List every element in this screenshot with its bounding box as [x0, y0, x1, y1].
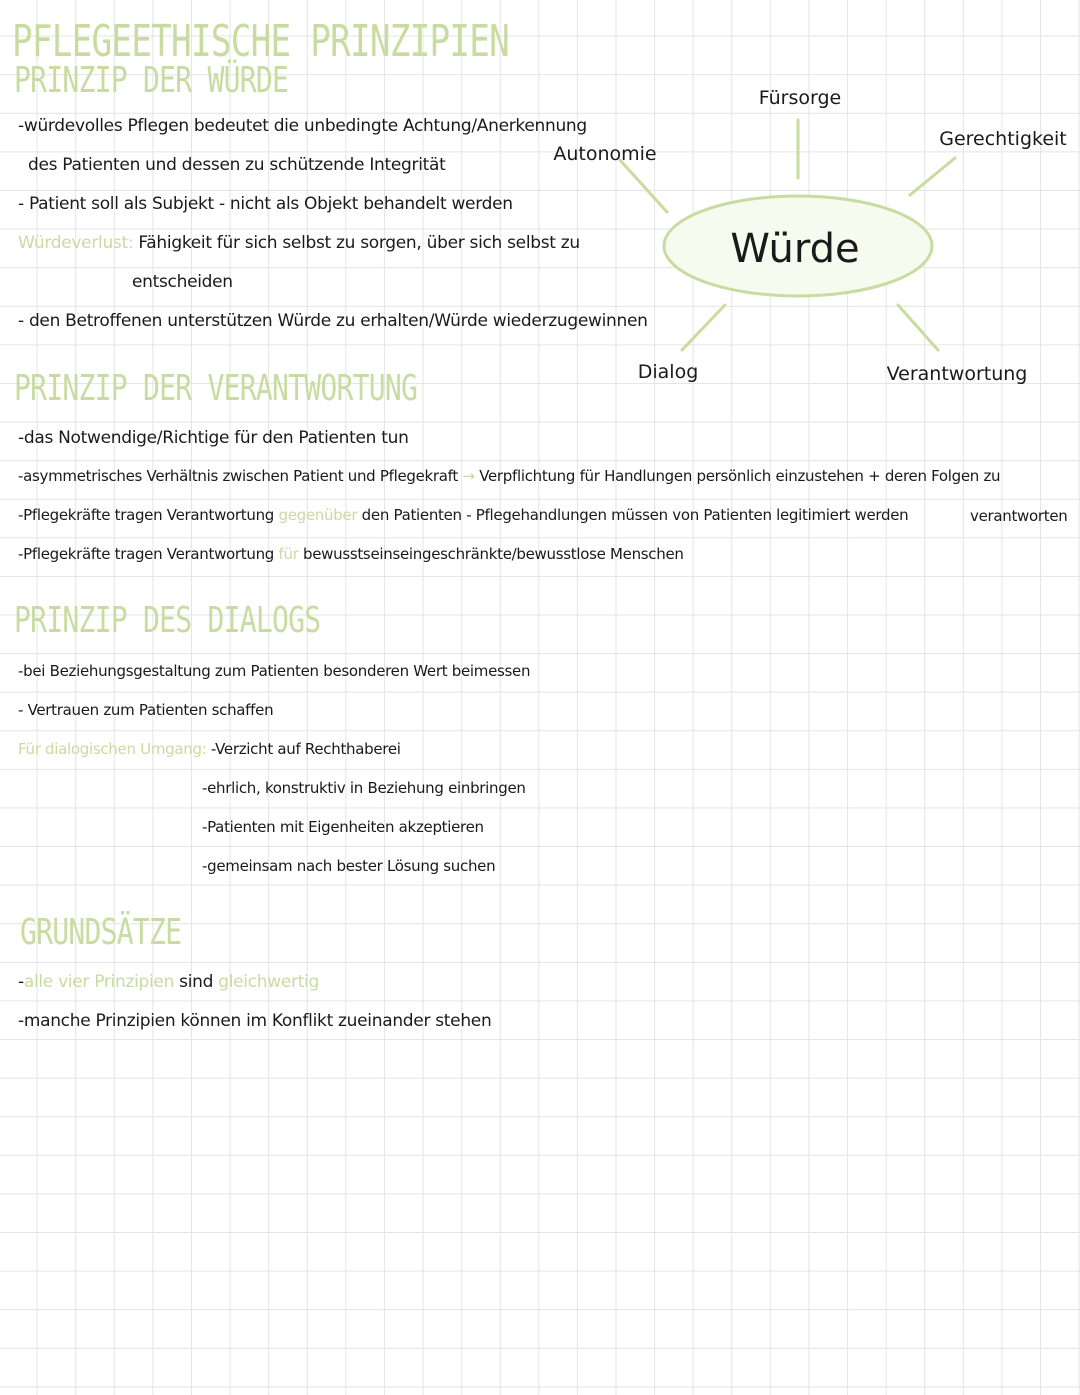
mindmap [540, 60, 1080, 420]
verantwortung-line-3a: -Pflegekräfte tragen Verantwortung [18, 506, 274, 524]
wuerde-line-6: - den Betroffenen unterstützen Würde zu erhalten/Würde wiederzugewinnen [18, 311, 648, 331]
heading-grundsaetze: GRUNDSÄTZE [20, 912, 182, 953]
dialog-line-6: -gemeinsam nach bester Lösung suchen [202, 857, 496, 875]
wuerdeverlust-label: Würdeverlust: [18, 233, 134, 253]
verantwortung-line-1: -das Notwendige/Richtige für den Patienten tun [18, 428, 409, 448]
verantwortung-line-2c: verantworten [970, 507, 1068, 525]
verantwortung-line-4 [18, 545, 684, 563]
mindmap-line-autonomie [620, 160, 667, 212]
wuerdeverlust-text: Fähigkeit für sich selbst zu sorgen, über sich selbst zu [138, 233, 580, 253]
wuerde-line-2: des Patienten und dessen zu schützende Integrität [28, 155, 446, 175]
dialog-line-2: - Vertrauen zum Patienten schaffen [18, 701, 274, 719]
verantwortung-line-3 [18, 506, 908, 524]
dialog-line-5: -Patienten mit Eigenheiten akzeptieren [202, 818, 484, 836]
arrow-icon: → [462, 467, 475, 485]
mindmap-node-dialog: Dialog [637, 361, 699, 383]
dialog-line-3 [18, 740, 401, 758]
wuerde-line-5: entscheiden [132, 272, 233, 292]
verantwortung-line-4b: bewusstseinseingeschränkte/bewusstlose Menschen [303, 545, 684, 563]
wuerde-line-4 [18, 233, 580, 253]
mindmap-node-gerechtigkeit: Gerechtigkeit [939, 128, 1067, 150]
grundsaetze-line-2: -manche Prinzipien können im Konflikt zueinander stehen [18, 1011, 492, 1031]
verantwortung-line-4-highlight: für [278, 545, 299, 563]
dialog-umgang-label: Für dialogischen Umgang: [18, 740, 207, 758]
verantwortung-line-3b: den Patienten - Pflegehandlungen müssen von Patienten legitimiert werden [361, 506, 909, 524]
verantwortung-line-2 [18, 467, 1000, 485]
verantwortung-line-2a: -asymmetrisches Verhältnis zwischen Patient und Pflegekraft [18, 467, 458, 485]
mindmap-line-dialog [682, 305, 725, 350]
mindmap-line-verantwortung [898, 305, 938, 350]
dialog-line-4: -ehrlich, konstruktiv in Beziehung einbringen [202, 779, 526, 797]
mindmap-node-fuersorge: Fürsorge [758, 87, 842, 109]
heading-dialog: PRINZIP DES DIALOGS [14, 600, 321, 641]
heading-wuerde: PRINZIP DER WÜRDE [14, 60, 289, 101]
grundsaetze-highlight-2: gleichwertig [218, 972, 319, 992]
page-title: PFLEGEETHISCHE PRINZIPIEN [12, 16, 510, 67]
wuerde-line-1: -würdevolles Pflegen bedeutet die unbedingte Achtung/Anerkennung [18, 116, 587, 136]
mindmap-center: Würde [730, 226, 860, 272]
grundsaetze-line-1-dash: - [18, 972, 24, 992]
mindmap-line-gerechtigkeit [910, 158, 955, 195]
verantwortung-line-2b: Verpflichtung für Handlungen persönlich einzustehen + deren Folgen zu [479, 467, 1001, 485]
grundsaetze-line-1-mid: sind [179, 972, 214, 992]
dialog-umgang-text: -Verzicht auf Rechthaberei [210, 740, 401, 758]
verantwortung-line-4a: -Pflegekräfte tragen Verantwortung [18, 545, 274, 563]
dialog-line-1: -bei Beziehungsgestaltung zum Patienten besonderen Wert beimessen [18, 662, 531, 680]
verantwortung-line-3-highlight: gegenüber [278, 506, 358, 524]
mindmap-node-verantwortung: Verantwortung [886, 363, 1028, 385]
mindmap-node-autonomie: Autonomie [553, 143, 657, 165]
heading-verantwortung: PRINZIP DER VERANTWORTUNG [14, 368, 418, 409]
wuerde-line-3: - Patient soll als Subjekt - nicht als Objekt behandelt werden [18, 194, 513, 214]
grundsaetze-line-1 [18, 972, 319, 992]
grundsaetze-highlight-1: alle vier Prinzipien [23, 972, 175, 992]
